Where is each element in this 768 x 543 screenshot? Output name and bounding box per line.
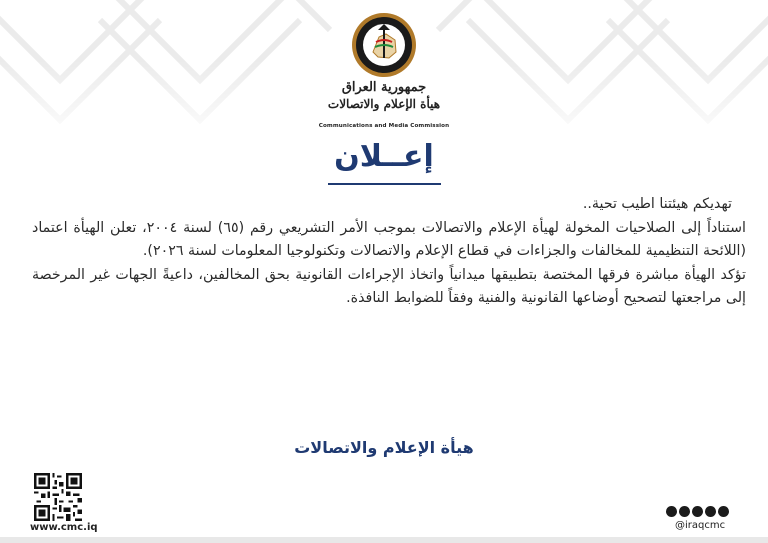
social-handle[interactable]: @iraqcmc (675, 520, 726, 531)
logo-english-name: Communications and Media Commission (318, 123, 450, 129)
logo-arabic-commission: هيأة الإعلام والاتصالات (327, 97, 441, 111)
qr-code-icon[interactable] (34, 473, 82, 521)
facebook-icon[interactable] (666, 506, 677, 517)
footer-band (0, 537, 768, 543)
greeting-line: تهديكم هيئتنا اطيب تحية.. (582, 196, 732, 212)
website-link[interactable]: www.cmc.iq (30, 522, 98, 533)
telegram-icon[interactable] (679, 506, 690, 517)
logo-arabic-country: جمهورية العراق (341, 80, 427, 95)
body-paragraph-2: تؤكد الهيأة مباشرة فرقها المختصة بتطبيقها ميدانياً واتخاذ الإجراءات القانونية بحق المخالفين، داعيةً الجهات غير المرخصة إلى مراجعتها لتصحيح أوضاعها القانونية والفنية وفقاً للضوابط النافذة. (32, 266, 746, 307)
title-underline (328, 183, 441, 185)
announcement-title: إعــلان (334, 139, 434, 174)
instagram-icon[interactable] (705, 506, 716, 517)
youtube-icon[interactable] (692, 506, 703, 517)
x-icon[interactable] (718, 506, 729, 517)
cmc-emblem-icon (351, 12, 417, 78)
social-icons (666, 506, 729, 518)
body-paragraph-1: استناداً إلى الصلاحيات المخولة لهيأة الإعلام والاتصالات بموجب الأمر التشريعي رقم (٦٥) لسنة ٢٠٠٤، تعلن الهيأة اعتماد (اللائحة التنظيمية للمخالفات والجزاءات في قطاع الإعلام والاتصالات وتكنولوجيا المعلومات لسنة ٢٠٢٦). (32, 219, 746, 260)
signature: هيأة الإعلام والاتصالات (294, 438, 474, 457)
announcement-body (32, 193, 746, 311)
